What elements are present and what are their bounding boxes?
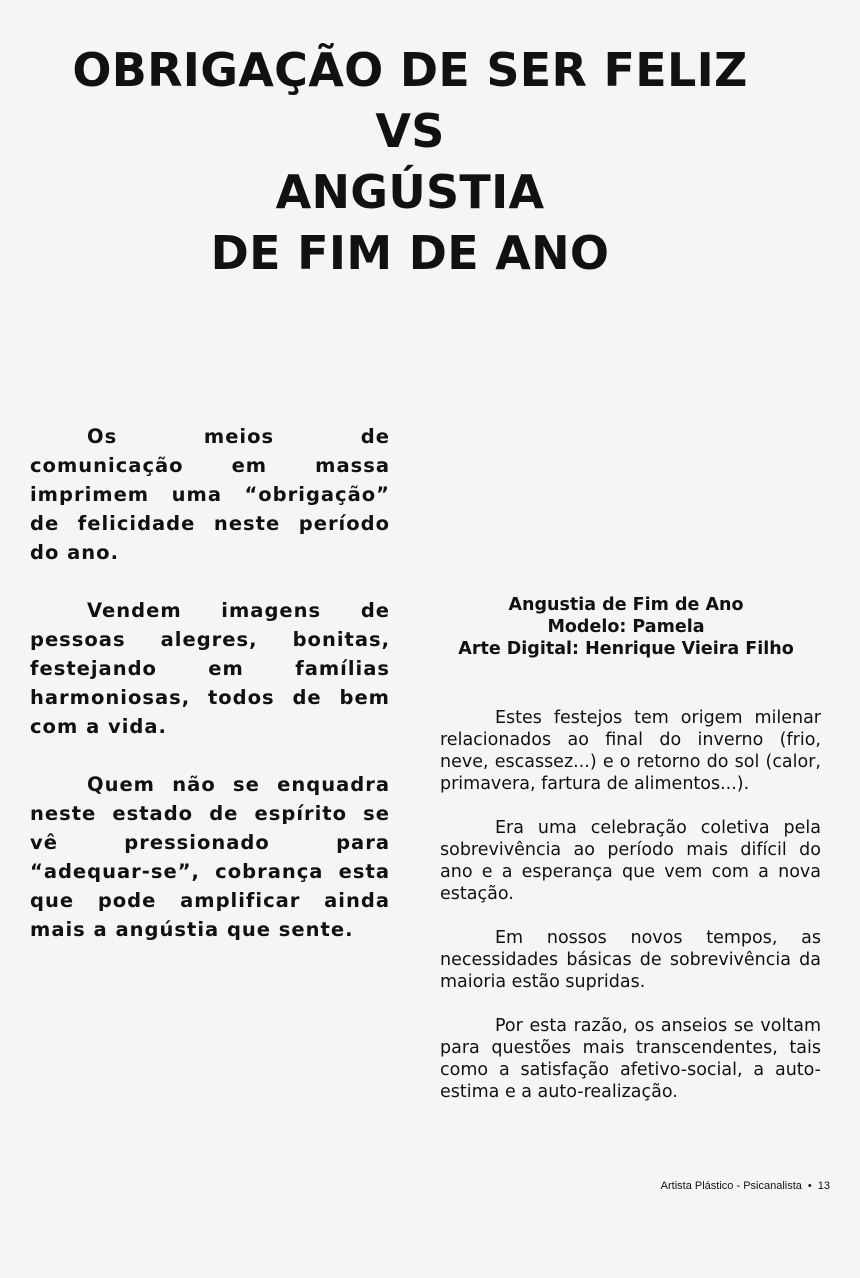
- caption-credit: Arte Digital: Henrique Vieira Filho: [458, 639, 794, 659]
- image-caption: [430, 594, 822, 660]
- page-footer: [661, 1180, 830, 1192]
- left-paragraph: Os meios de comunicação em massa imprimem uma “obrigação” de felicidade neste período do ano.: [30, 425, 390, 564]
- right-paragraph: Por esta razão, os anseios se voltam para questões mais transcendentes, tais como a satisfação afetivo-social, a auto-estima e a auto-realização.: [440, 1016, 821, 1102]
- caption-title: Angustia de Fim de Ano: [508, 595, 744, 615]
- page-number: 13: [817, 1180, 830, 1192]
- left-column: [30, 422, 390, 973]
- caption-model: Modelo: Pamela: [547, 617, 705, 637]
- right-paragraph: Estes festejos tem origem milenar relacionados ao final do inverno (frio, neve, escassez...) e o retorno do sol (calor, primavera, fartura de alimentos...).: [440, 708, 821, 794]
- right-paragraph: Em nossos novos tempos, as necessidades básicas de sobrevivência da maioria estão supridas.: [440, 928, 821, 992]
- footer-text: Artista Plástico - Psicanalista: [660, 1180, 802, 1192]
- title-line: ANGÚSTIA: [275, 165, 545, 219]
- footer-separator: •: [807, 1180, 812, 1192]
- title-line: DE FIM DE ANO: [210, 226, 610, 280]
- article-title: [0, 40, 820, 284]
- title-line: VS: [375, 104, 445, 158]
- left-paragraph: Vendem imagens de pessoas alegres, bonitas, festejando em famílias harmoniosas, todos de bem com a vida.: [30, 599, 390, 738]
- left-paragraph: Quem não se enquadra neste estado de espírito se vê pressionado para “adequar-se”, cobrança esta que pode amplificar ainda mais a angústia que sente.: [30, 773, 390, 941]
- right-paragraph: Era uma celebração coletiva pela sobrevivência ao período mais difícil do ano e a esperança que vem com a nova estação.: [440, 818, 821, 904]
- right-column: [440, 707, 821, 1125]
- title-line: OBRIGAÇÃO DE SER FELIZ: [72, 43, 748, 97]
